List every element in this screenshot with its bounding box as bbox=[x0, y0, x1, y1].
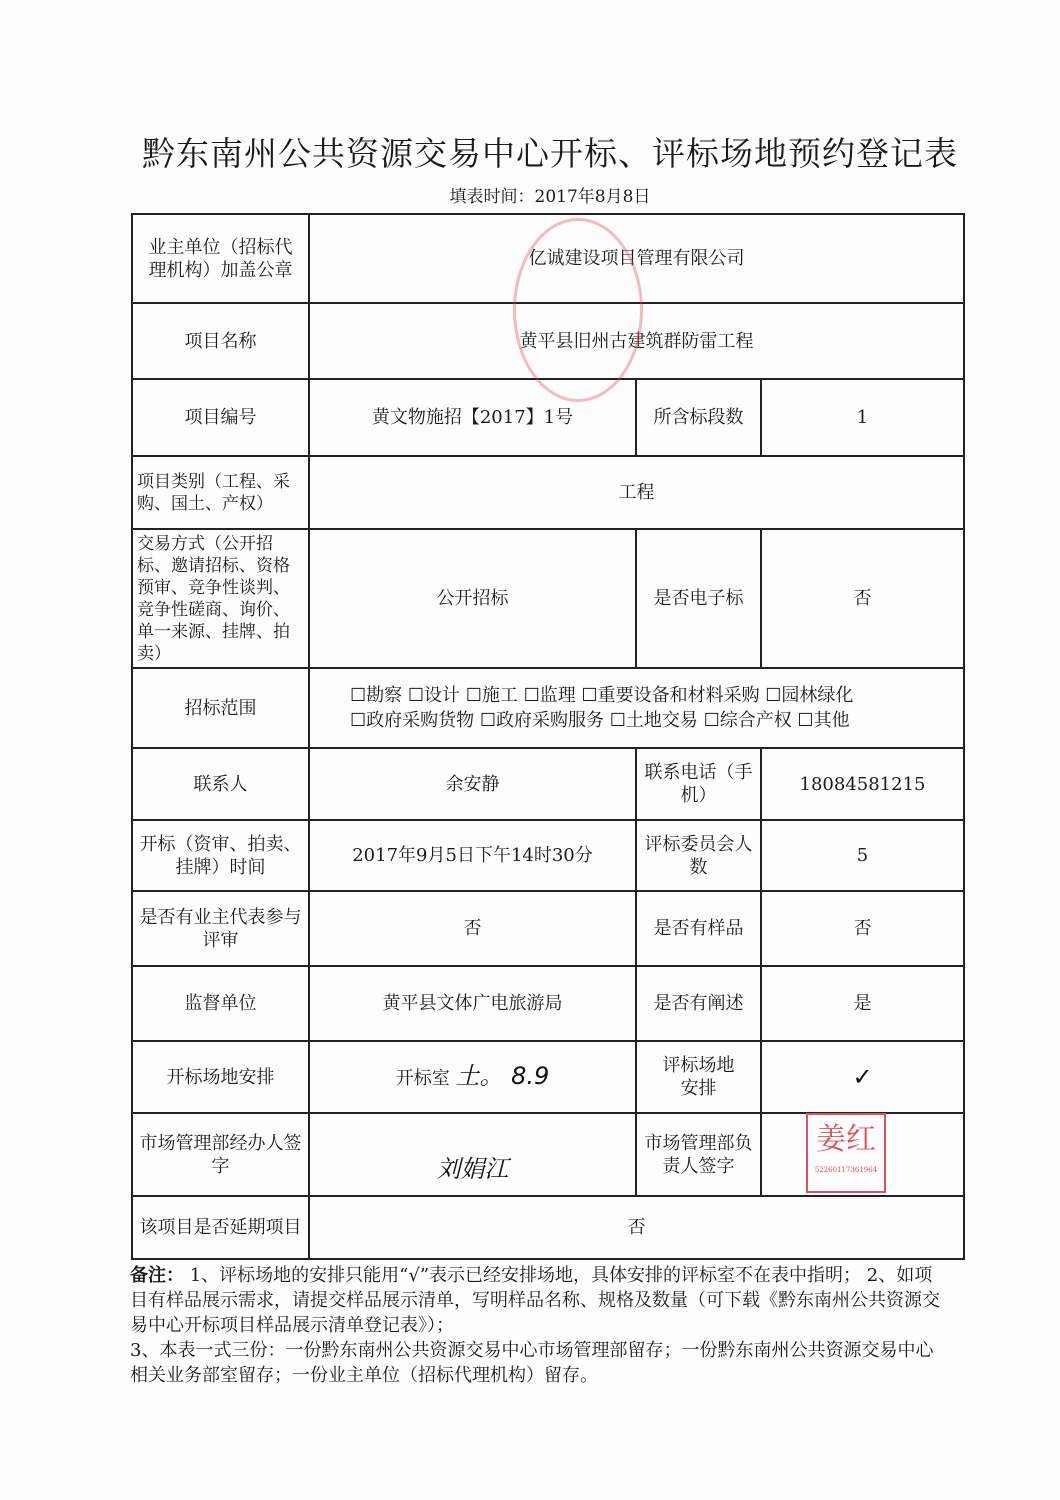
project-name-label: 项目名称 bbox=[132, 303, 309, 379]
note-3: 3、本表一式三份：一份黔东南州公共资源交易中心市场管理部留存；一份黔东南州公共资源交易中心相关业务部室留存；一份业主单位（招标代理机构）留存。 bbox=[130, 1340, 934, 1386]
sections-label: 所含标段数 bbox=[636, 379, 761, 456]
extended-label: 该项目是否延期项目 bbox=[132, 1196, 309, 1259]
note-2: 2、如项目有样品展示需求，请提交样品展示清单，写明样品名称、规格及数量（可下载《黔东南州公共资源交易中心开标项目样品展示清单登记表》）； bbox=[130, 1265, 940, 1336]
owner-label: 业主单位（招标代理机构）加盖公章 bbox=[132, 214, 309, 303]
statement-value: 是 bbox=[761, 966, 964, 1041]
registration-table bbox=[131, 213, 965, 1260]
committee-value: 5 bbox=[761, 820, 964, 891]
scope-label: 招标范围 bbox=[132, 668, 309, 748]
eval-room-check: ✓ bbox=[761, 1041, 964, 1113]
handler-signature: 刘娟江 bbox=[309, 1113, 636, 1196]
owner-rep-value: 否 bbox=[309, 891, 636, 966]
statement-label: 是否有阐述 bbox=[636, 966, 761, 1041]
extended-value: 否 bbox=[309, 1196, 964, 1259]
sections-value: 1 bbox=[761, 379, 964, 456]
note-1: 1、评标场地的安排只能用“√”表示已经安排场地，具体安排的评标室不在表中指明； bbox=[189, 1265, 862, 1286]
open-room-label: 开标场地安排 bbox=[132, 1041, 309, 1113]
scope-options bbox=[309, 668, 964, 748]
open-room-handwritten: 土。 8.9 bbox=[455, 1061, 550, 1090]
project-no-label: 项目编号 bbox=[132, 379, 309, 456]
notes-heading: 备注： bbox=[130, 1265, 184, 1286]
samples-value: 否 bbox=[761, 891, 964, 966]
samples-label: 是否有样品 bbox=[636, 891, 761, 966]
fill-date: 填表时间：2017年8月8日 bbox=[449, 187, 651, 207]
phone-value: 18084581215 bbox=[761, 748, 964, 820]
supervisor-value: 黄平县文体广电旅游局 bbox=[309, 966, 636, 1041]
name-stamp bbox=[806, 1113, 886, 1193]
committee-label: 评标委员会人数 bbox=[636, 820, 761, 891]
owner-rep-label: 是否有业主代表参与评审 bbox=[132, 891, 309, 966]
phone-label: 联系电话（手机） bbox=[636, 748, 761, 820]
scope-line-2: ☐政府采购货物 ☐政府采购服务 ☐土地交易 ☐综合产权 ☐其他 bbox=[350, 710, 850, 731]
open-room-cell bbox=[309, 1041, 636, 1113]
stamp-number: 52260117361964 bbox=[814, 1166, 878, 1174]
open-time-label: 开标（资审、拍卖、挂牌）时间 bbox=[132, 820, 309, 891]
eval-room-label: 评标场地安排 bbox=[636, 1041, 761, 1113]
handler-label: 市场管理部经办人签字 bbox=[132, 1113, 309, 1196]
project-no-value: 黄文物施招【2017】1号 bbox=[309, 379, 636, 456]
stamp-name: 姜红 bbox=[816, 1122, 876, 1157]
method-value: 公开招标 bbox=[309, 529, 636, 668]
method-label: 交易方式（公开招标、邀请招标、资格预审、竞争性谈判、竞争性磋商、询价、单一来源、挂牌、拍卖） bbox=[132, 529, 309, 668]
category-label: 项目类别（工程、采购、国土、产权） bbox=[132, 456, 309, 529]
supervisor-label: 监督单位 bbox=[132, 966, 309, 1041]
electronic-value: 否 bbox=[761, 529, 964, 668]
category-value: 工程 bbox=[309, 456, 964, 529]
contact-value: 余安静 bbox=[309, 748, 636, 820]
electronic-label: 是否电子标 bbox=[636, 529, 761, 668]
open-room-value: 开标室 bbox=[395, 1067, 450, 1089]
open-time-value: 2017年9月5日下午14时30分 bbox=[309, 820, 636, 891]
owner-value: 亿诚建设项目管理有限公司 bbox=[309, 214, 964, 303]
contact-label: 联系人 bbox=[132, 748, 309, 820]
notes bbox=[130, 1263, 950, 1388]
scope-line-1: ☐勘察 ☐设计 ☐施工 ☐监理 ☐重要设备和材料采购 ☐园林绿化 bbox=[350, 685, 854, 706]
document-title: 黔东南州公共资源交易中心开标、评标场地预约登记表 bbox=[142, 134, 958, 173]
head-label: 市场管理部负责人签字 bbox=[636, 1113, 761, 1196]
project-name-value: 黄平县旧州古建筑群防雷工程 bbox=[309, 303, 964, 379]
